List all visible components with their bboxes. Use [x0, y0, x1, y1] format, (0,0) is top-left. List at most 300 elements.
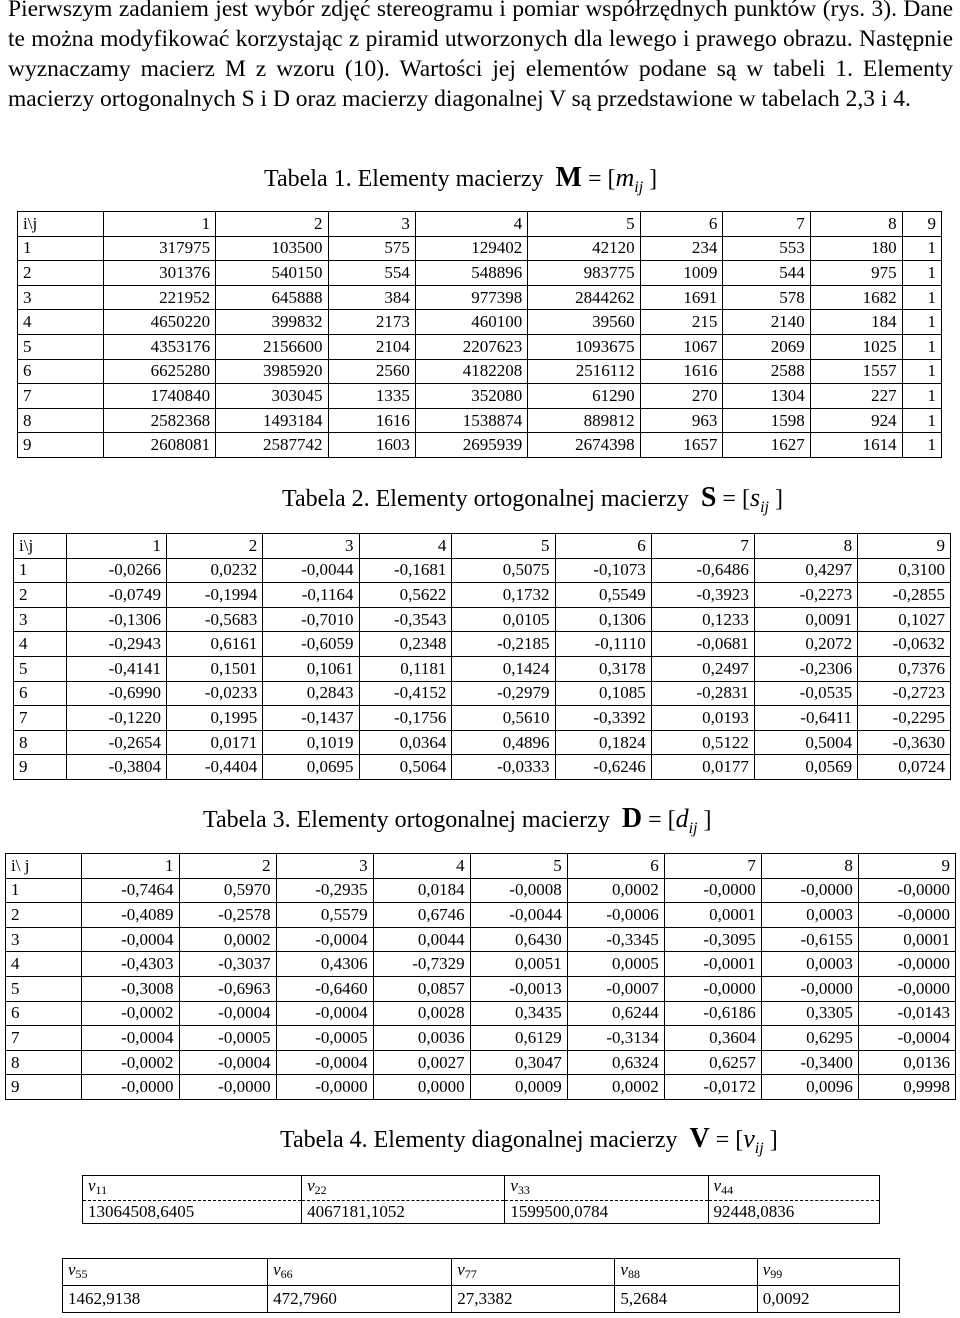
v-value: 27,3382: [452, 1286, 615, 1313]
table-cell: 0,5064: [359, 755, 452, 780]
table-cell: 2695939: [415, 433, 527, 458]
v-label: [757, 1259, 899, 1286]
table-cell: -0,3134: [567, 1026, 664, 1051]
table-cell: -0,6990: [67, 681, 167, 706]
table-cell: -0,4404: [167, 755, 263, 780]
table2-elem: s: [749, 483, 761, 512]
table-cell: 1009: [640, 261, 723, 286]
table-cell: 0,0724: [858, 755, 951, 780]
table-cell: -0,2306: [754, 656, 857, 681]
column-header: 7: [664, 854, 761, 879]
v-value: 472,7960: [268, 1286, 452, 1313]
table-cell: 3985920: [216, 359, 328, 384]
table-cell: -0,0004: [276, 1050, 373, 1075]
table-cell: -0,1437: [263, 706, 359, 731]
row-index: 8: [6, 1050, 82, 1075]
table-cell: 460100: [415, 310, 527, 335]
table3-symbol: D: [621, 803, 643, 834]
column-header: 9: [902, 212, 941, 237]
table-cell: 184: [810, 310, 902, 335]
table-cell: 645888: [216, 285, 328, 310]
v-label-index: 33: [517, 1183, 530, 1197]
table-cell: -0,2935: [276, 878, 373, 903]
column-header: 4: [415, 212, 527, 237]
table-row: [18, 236, 942, 261]
table3-eq: = [: [648, 807, 676, 833]
table-cell: 2560: [328, 359, 415, 384]
table-cell: 0,0136: [858, 1050, 955, 1075]
table-cell: -0,0000: [858, 976, 955, 1001]
table-cell: 234: [640, 236, 723, 261]
v-label-index: 77: [464, 1267, 477, 1281]
table-row: [6, 878, 956, 903]
table-cell: 0,0003: [761, 903, 858, 928]
v-label-index: 44: [721, 1183, 734, 1197]
table-cell: -0,3008: [82, 976, 179, 1001]
table-cell: -0,0000: [82, 1075, 179, 1100]
table-cell: -0,7010: [263, 607, 359, 632]
table-row: [18, 310, 942, 335]
table-cell: -0,0002: [82, 1050, 179, 1075]
column-header: 3: [328, 212, 415, 237]
table-cell: -0,4303: [82, 952, 179, 977]
row-index: 1: [14, 558, 67, 583]
table-cell: 0,5122: [651, 730, 754, 755]
table-cell: -0,0143: [858, 1001, 955, 1026]
table-cell: -0,6486: [651, 558, 754, 583]
table-cell: 42120: [528, 236, 640, 261]
table-cell: 0,0002: [567, 1075, 664, 1100]
table-cell: 2582368: [103, 408, 215, 433]
table1-symbol: M: [555, 162, 582, 193]
table-cell: 39560: [528, 310, 640, 335]
table-cell: -0,3037: [179, 952, 276, 977]
v-label-index: 88: [627, 1267, 640, 1281]
table-cell: -0,3804: [67, 755, 167, 780]
table3-close: ]: [703, 807, 712, 833]
table-cell: 0,0002: [179, 927, 276, 952]
table-cell: 0,6161: [167, 632, 263, 657]
table4-eq: = [: [715, 1127, 744, 1153]
v-label: [708, 1176, 879, 1201]
table-cell: 977398: [415, 285, 527, 310]
table-cell: 540150: [216, 261, 328, 286]
table-cell: -0,2295: [858, 706, 951, 731]
table-cell: -0,3923: [651, 583, 754, 608]
table-cell: 0,4896: [452, 730, 555, 755]
table-cell: 0,0002: [567, 878, 664, 903]
column-header: 5: [528, 212, 640, 237]
table-row: [18, 408, 942, 433]
intro-paragraph: [8, 0, 953, 114]
table-cell: 1304: [723, 384, 810, 409]
table-cell: 578: [723, 285, 810, 310]
table-cell: 0,0036: [373, 1026, 470, 1051]
row-index: 3: [6, 927, 82, 952]
table1-caption-text: Tabela 1. Elementy macierzy: [264, 166, 544, 192]
v-label: [505, 1176, 708, 1201]
table-cell: 1: [902, 310, 941, 335]
table-cell: -0,3095: [664, 927, 761, 952]
table-cell: 1: [902, 285, 941, 310]
table-cell: 0,5970: [179, 878, 276, 903]
table-cell: 0,5579: [276, 903, 373, 928]
table-cell: -0,0001: [664, 952, 761, 977]
row-index: 9: [18, 433, 104, 458]
table-cell: -0,0681: [651, 632, 754, 657]
v-value-row: [83, 1201, 880, 1224]
v-value: 5,2684: [615, 1286, 757, 1313]
v-value: 4067181,1052: [302, 1201, 505, 1224]
table-cell: 180: [810, 236, 902, 261]
table-cell: 983775: [528, 261, 640, 286]
v-label-letter: v: [457, 1260, 465, 1279]
v-label-index: 22: [314, 1183, 327, 1197]
table-row: [14, 730, 951, 755]
v-value: 0,0092: [757, 1286, 899, 1313]
table-cell: 1691: [640, 285, 723, 310]
table-row: [18, 359, 942, 384]
table-cell: 1493184: [216, 408, 328, 433]
table-row: [6, 1050, 956, 1075]
column-header: 4: [373, 854, 470, 879]
table-cell: 1067: [640, 334, 723, 359]
v-label-index: 55: [75, 1267, 88, 1281]
column-header: 2: [179, 854, 276, 879]
table-cell: -0,0004: [82, 1026, 179, 1051]
table-cell: -0,6186: [664, 1001, 761, 1026]
table-cell: -0,3345: [567, 927, 664, 952]
table-cell: 0,3178: [555, 656, 651, 681]
table-cell: -0,4089: [82, 903, 179, 928]
table-cell: 0,0171: [167, 730, 263, 755]
table-cell: -0,0004: [276, 1001, 373, 1026]
table-cell: 2674398: [528, 433, 640, 458]
table-cell: 0,0091: [754, 607, 857, 632]
table-cell: 4353176: [103, 334, 215, 359]
table-cell: 553: [723, 236, 810, 261]
table-cell: 0,0001: [664, 903, 761, 928]
table-cell: 575: [328, 236, 415, 261]
table-cell: 0,0028: [373, 1001, 470, 1026]
table-cell: -0,0000: [761, 976, 858, 1001]
table2: [13, 533, 951, 780]
table-cell: -0,0007: [567, 976, 664, 1001]
table-cell: 4182208: [415, 359, 527, 384]
table-cell: 0,0051: [470, 952, 567, 977]
table-cell: 399832: [216, 310, 328, 335]
table-cell: 2173: [328, 310, 415, 335]
table-cell: 1093675: [528, 334, 640, 359]
v-label: [83, 1176, 302, 1201]
table-cell: 0,1424: [452, 656, 555, 681]
table-cell: 61290: [528, 384, 640, 409]
table-row: [14, 656, 951, 681]
table-cell: -0,2273: [754, 583, 857, 608]
header-row: [6, 854, 956, 879]
table-cell: 0,0193: [651, 706, 754, 731]
table3-caption-text: Tabela 3. Elementy ortogonalnej macierzy: [203, 807, 610, 833]
table2-close: ]: [774, 486, 783, 512]
table2-caption-text: Tabela 2. Elementy ortogonalnej macierzy: [282, 486, 689, 512]
table-cell: 0,1501: [167, 656, 263, 681]
table-cell: 554: [328, 261, 415, 286]
table-cell: 0,0003: [761, 952, 858, 977]
table4-part2: [62, 1258, 900, 1313]
row-index: 4: [6, 952, 82, 977]
table-cell: -0,6963: [179, 976, 276, 1001]
table-cell: 0,6324: [567, 1050, 664, 1075]
table-cell: 0,6244: [567, 1001, 664, 1026]
table-cell: -0,0004: [82, 927, 179, 952]
table-cell: -0,2654: [67, 730, 167, 755]
table-row: [6, 1075, 956, 1100]
table-cell: 227: [810, 384, 902, 409]
column-header: 6: [555, 534, 651, 559]
table2-idx: ij: [760, 498, 769, 516]
table-cell: -0,0004: [179, 1001, 276, 1026]
table-cell: 0,0027: [373, 1050, 470, 1075]
row-index: 6: [14, 681, 67, 706]
table-cell: -0,6411: [754, 706, 857, 731]
column-header: 9: [858, 854, 955, 879]
table-cell: 0,0232: [167, 558, 263, 583]
table-row: [18, 285, 942, 310]
table-cell: 2156600: [216, 334, 328, 359]
table-cell: 0,7376: [858, 656, 951, 681]
row-index: 7: [14, 706, 67, 731]
table-cell: 1616: [328, 408, 415, 433]
column-header: i\j: [18, 212, 104, 237]
table-row: [14, 706, 951, 731]
table-cell: 2207623: [415, 334, 527, 359]
table-cell: 2588: [723, 359, 810, 384]
column-header: i\j: [14, 534, 67, 559]
table-cell: -0,0233: [167, 681, 263, 706]
table-cell: 1657: [640, 433, 723, 458]
table-row: [18, 384, 942, 409]
row-index: 4: [18, 310, 104, 335]
table-cell: 2608081: [103, 433, 215, 458]
v-label-letter: v: [68, 1260, 76, 1279]
table-cell: -0,3400: [761, 1050, 858, 1075]
v-label-letter: v: [307, 1176, 315, 1195]
table-cell: 0,5610: [452, 706, 555, 731]
table-cell: 1538874: [415, 408, 527, 433]
table-cell: -0,2578: [179, 903, 276, 928]
table-cell: 129402: [415, 236, 527, 261]
table-cell: 548896: [415, 261, 527, 286]
column-header: 8: [754, 534, 857, 559]
table-row: [6, 952, 956, 977]
table-cell: -0,0004: [858, 1026, 955, 1051]
table-cell: -0,1306: [67, 607, 167, 632]
table-cell: 4650220: [103, 310, 215, 335]
intro-text: Pierwszym zadaniem jest wybór zdjęć stereogramu i pomiar współrzędnych punktów (rys. 3). Dane te można modyfikować korzystając z piramid utworzonych dla lewego i prawego obrazu. Następnie wyznaczamy macierz M z wzoru (10). Wartości jej elementów podane są w tabeli 1. Elementy macierzy ortogonalnych S i D oraz macierzy diagonalnej V są przedstawione w tabelach 2,3 i 4.: [8, 0, 953, 112]
table-row: [14, 755, 951, 780]
table-row: [6, 1026, 956, 1051]
table-cell: -0,1110: [555, 632, 651, 657]
v-label-index: 99: [770, 1267, 783, 1281]
table-cell: 0,2843: [263, 681, 359, 706]
row-index: 3: [14, 607, 67, 632]
column-header: 2: [167, 534, 263, 559]
v-label-letter: v: [620, 1260, 628, 1279]
table-cell: 1: [902, 384, 941, 409]
column-header: 5: [470, 854, 567, 879]
table3: [5, 853, 956, 1100]
column-header: 3: [263, 534, 359, 559]
table-cell: -0,0004: [276, 927, 373, 952]
table-cell: 303045: [216, 384, 328, 409]
table-cell: -0,0333: [452, 755, 555, 780]
row-index: 8: [14, 730, 67, 755]
v-label-letter: v: [762, 1260, 771, 1279]
table-cell: 1627: [723, 433, 810, 458]
table-cell: 0,3047: [470, 1050, 567, 1075]
table-cell: 1740840: [103, 384, 215, 409]
column-header: 6: [640, 212, 723, 237]
table-row: [6, 903, 956, 928]
table-cell: 0,9998: [858, 1075, 955, 1100]
column-header: 3: [276, 854, 373, 879]
table-cell: -0,0000: [858, 903, 955, 928]
table-cell: 0,1085: [555, 681, 651, 706]
table-cell: -0,3543: [359, 607, 452, 632]
table-cell: 1: [902, 433, 941, 458]
table-row: [6, 927, 956, 952]
table-cell: -0,0000: [858, 878, 955, 903]
table-cell: 0,0001: [858, 927, 955, 952]
table-row: [14, 681, 951, 706]
table1-idx: ij: [634, 178, 644, 196]
table-cell: 352080: [415, 384, 527, 409]
table-cell: 0,1019: [263, 730, 359, 755]
row-index: 1: [18, 236, 104, 261]
table-cell: -0,1164: [263, 583, 359, 608]
table-cell: 0,0044: [373, 927, 470, 952]
table-cell: 0,6257: [664, 1050, 761, 1075]
table-cell: -0,2943: [67, 632, 167, 657]
table-cell: -0,6155: [761, 927, 858, 952]
table-cell: 0,1732: [452, 583, 555, 608]
table3-idx: ij: [688, 819, 698, 837]
table-cell: 221952: [103, 285, 215, 310]
table-cell: -0,7464: [82, 878, 179, 903]
table-cell: -0,2723: [858, 681, 951, 706]
table-cell: 0,3305: [761, 1001, 858, 1026]
table-cell: -0,1681: [359, 558, 452, 583]
table-cell: 0,1824: [555, 730, 651, 755]
table-cell: 6625280: [103, 359, 215, 384]
row-index: 1: [6, 878, 82, 903]
table1-elem: m: [615, 163, 635, 192]
table-cell: 0,1306: [555, 607, 651, 632]
table-cell: 1: [902, 359, 941, 384]
table-cell: -0,0006: [567, 903, 664, 928]
table-cell: -0,0000: [276, 1075, 373, 1100]
table-cell: -0,0005: [276, 1026, 373, 1051]
table-cell: 0,3435: [470, 1001, 567, 1026]
table-cell: 0,2348: [359, 632, 452, 657]
v-label: [452, 1259, 615, 1286]
v-label-letter: v: [273, 1260, 281, 1279]
v-label: [302, 1176, 505, 1201]
table4-close: ]: [769, 1127, 778, 1153]
table-cell: 1: [902, 261, 941, 286]
table-cell: -0,1756: [359, 706, 452, 731]
table-cell: -0,0044: [470, 903, 567, 928]
table2-eq: = [: [722, 486, 750, 512]
v-label-letter: v: [713, 1176, 722, 1195]
table4-part1: [82, 1175, 880, 1224]
table-cell: 0,0364: [359, 730, 452, 755]
table-cell: -0,0008: [470, 878, 567, 903]
table-cell: -0,0172: [664, 1075, 761, 1100]
table-cell: 2844262: [528, 285, 640, 310]
table-cell: 1598: [723, 408, 810, 433]
table-cell: 0,6295: [761, 1026, 858, 1051]
table-cell: 0,5004: [754, 730, 857, 755]
table-row: [18, 261, 942, 286]
table-cell: 1: [902, 334, 941, 359]
table-cell: -0,2855: [858, 583, 951, 608]
table-cell: -0,3392: [555, 706, 651, 731]
table-cell: -0,0535: [754, 681, 857, 706]
column-header: 1: [103, 212, 215, 237]
table-cell: 0,1181: [359, 656, 452, 681]
table-cell: -0,2831: [651, 681, 754, 706]
table-cell: 384: [328, 285, 415, 310]
table-cell: -0,2979: [452, 681, 555, 706]
table-cell: 0,0695: [263, 755, 359, 780]
table-cell: 0,0184: [373, 878, 470, 903]
row-index: 6: [18, 359, 104, 384]
table-cell: 0,1027: [858, 607, 951, 632]
v-value: 1599500,0784: [505, 1201, 708, 1224]
table-cell: 889812: [528, 408, 640, 433]
column-header: 5: [452, 534, 555, 559]
v-value: 1462,9138: [63, 1286, 268, 1313]
row-index: 5: [6, 976, 82, 1001]
table-cell: -0,0005: [179, 1026, 276, 1051]
table-cell: 103500: [216, 236, 328, 261]
column-header: 4: [359, 534, 452, 559]
table-cell: 1557: [810, 359, 902, 384]
table-cell: 0,0177: [651, 755, 754, 780]
table-cell: -0,4141: [67, 656, 167, 681]
table-row: [6, 1001, 956, 1026]
table-cell: -0,2185: [452, 632, 555, 657]
v-label-letter: v: [510, 1176, 518, 1195]
table1-close: ]: [649, 166, 658, 192]
table-cell: -0,1073: [555, 558, 651, 583]
v-value: 92448,0836: [708, 1201, 879, 1224]
table-cell: 0,2497: [651, 656, 754, 681]
table-cell: 0,0096: [761, 1075, 858, 1100]
table-cell: 0,5549: [555, 583, 651, 608]
table1-caption: [264, 163, 657, 203]
column-header: i\ j: [6, 854, 82, 879]
column-header: 1: [67, 534, 167, 559]
table-cell: 2140: [723, 310, 810, 335]
table-cell: 975: [810, 261, 902, 286]
table-cell: -0,6460: [276, 976, 373, 1001]
table-cell: 0,4306: [276, 952, 373, 977]
table-cell: -0,6246: [555, 755, 651, 780]
table-cell: 0,5075: [452, 558, 555, 583]
row-index: 7: [18, 384, 104, 409]
